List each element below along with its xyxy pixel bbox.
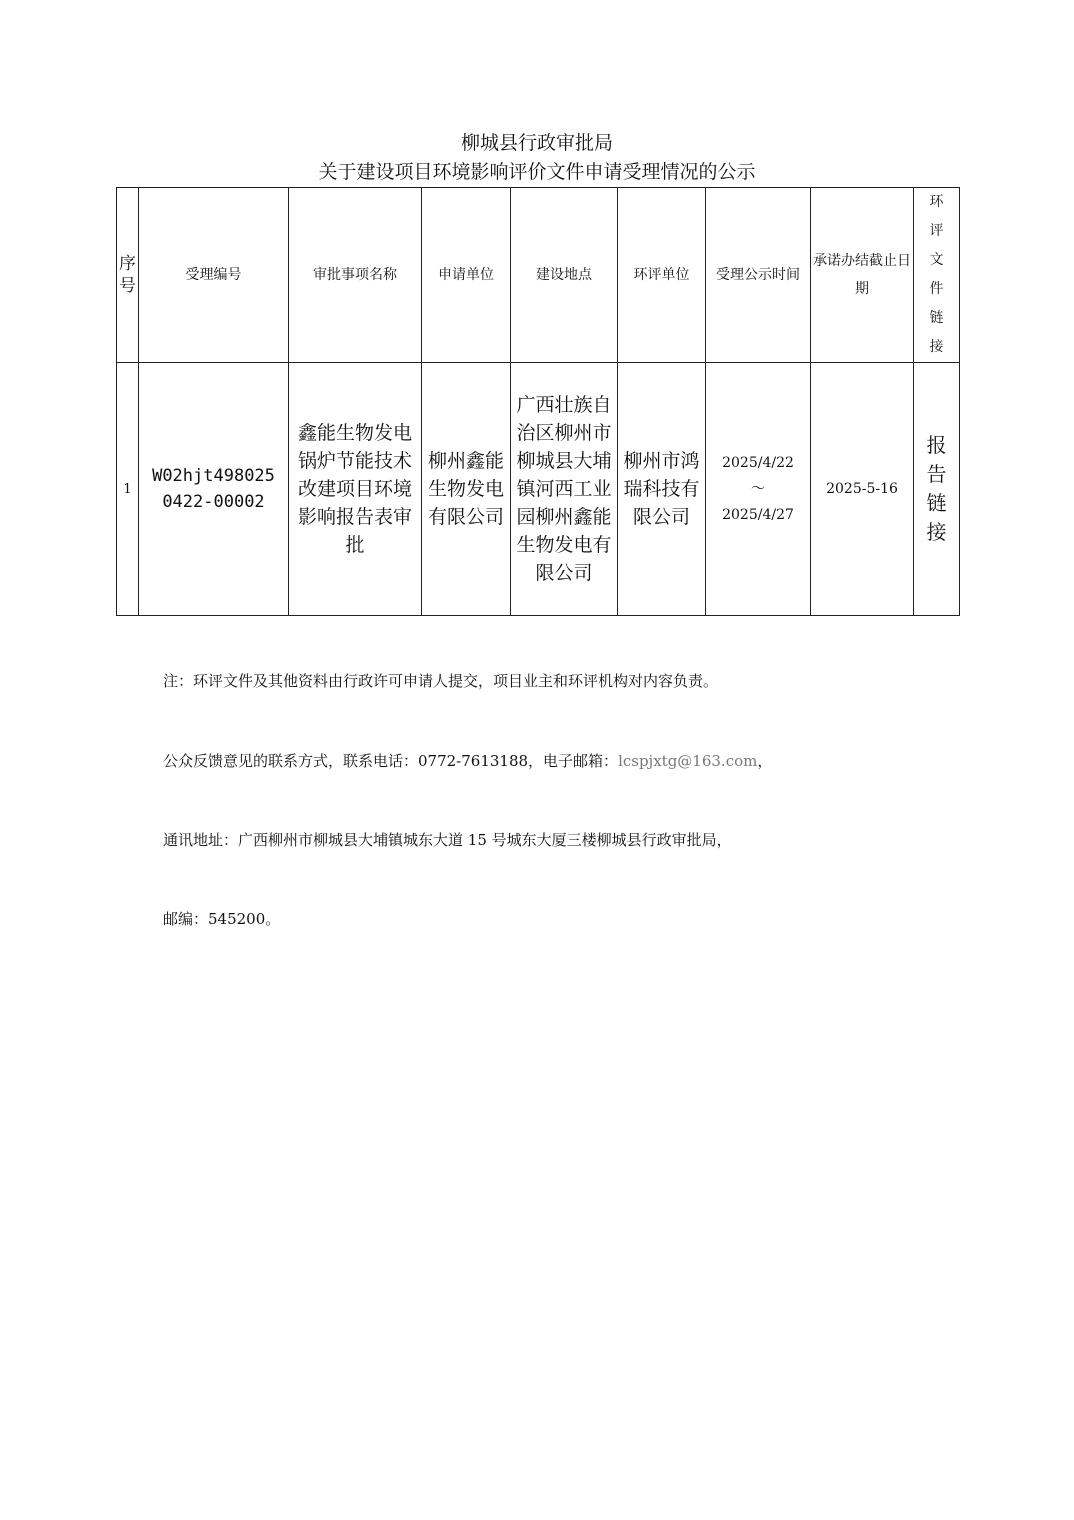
cell-deadline: 2025-5-16 <box>811 363 914 616</box>
publicity-end: 2025/4/27 <box>722 507 794 523</box>
mailing-address: 通讯地址：广西柳州市柳城县大埔镇城东大道 15 号城东大厦三楼柳城县行政审批局， <box>163 831 732 849</box>
contact-suffix: ， <box>757 752 773 770</box>
cell-accept-no: W02hjt4980250422-00002 <box>139 363 289 616</box>
publicity-start: 2025/4/22 <box>722 455 794 471</box>
cell-seq: 1 <box>117 363 139 616</box>
header-seq-char: 序 <box>119 254 136 274</box>
report-link-char[interactable]: 接 <box>926 520 947 544</box>
header-seq <box>117 188 139 363</box>
header-publicity-time: 受理公示时间 <box>706 188 811 363</box>
cell-eia-unit: 柳州市鸿瑞科技有限公司 <box>618 363 706 616</box>
publicity-table <box>116 187 960 616</box>
responsibility-note: 注：环评文件及其他资料由行政许可申请人提交，项目业主和环评机构对内容负责。 <box>163 672 719 690</box>
header-row <box>117 188 960 363</box>
header-seq-char: 号 <box>119 276 136 296</box>
contact-email-link[interactable]: lcspjxtg@163.com <box>618 752 758 770</box>
cell-item-name: 鑫能生物发电锅炉节能技术改建项目环境影响报告表审批 <box>289 363 422 616</box>
table-row <box>117 363 960 616</box>
header-applicant: 申请单位 <box>422 188 511 363</box>
header-location: 建设地点 <box>511 188 618 363</box>
report-link-char[interactable]: 链 <box>926 491 947 515</box>
contact-phone-text: 公众反馈意见的联系方式，联系电话：0772-7613188，电子邮箱： <box>163 752 619 770</box>
postcode: 邮编：545200。 <box>163 910 281 928</box>
header-deadline: 承诺办结截止日期 <box>811 188 914 363</box>
header-link-char: 件 <box>929 281 944 297</box>
header-link-char: 接 <box>929 339 944 355</box>
report-link-char[interactable]: 告 <box>926 462 947 486</box>
header-file-link <box>914 188 960 363</box>
header-eia-unit: 环评单位 <box>618 188 706 363</box>
report-link-char[interactable]: 报 <box>926 433 947 457</box>
publicity-separator: ～ <box>751 481 765 497</box>
header-accept-no: 受理编号 <box>139 188 289 363</box>
header-link-char: 文 <box>929 252 944 268</box>
cell-publicity-time <box>706 363 811 616</box>
page-subtitle: 关于建设项目环境影响评价文件申请受理情况的公示 <box>318 161 756 183</box>
cell-applicant: 柳州鑫能生物发电有限公司 <box>422 363 511 616</box>
report-link[interactable] <box>914 363 960 616</box>
header-link-char: 链 <box>929 310 944 326</box>
header-link-char: 环 <box>929 194 944 210</box>
header-link-char: 评 <box>929 223 944 239</box>
header-item-name: 审批事项名称 <box>289 188 422 363</box>
contact-line <box>163 750 772 772</box>
page-title: 柳城县行政审批局 <box>460 132 613 154</box>
cell-location: 广西壮族自治区柳州市柳城县大埔镇河西工业园柳州鑫能生物发电有限公司 <box>511 363 618 616</box>
